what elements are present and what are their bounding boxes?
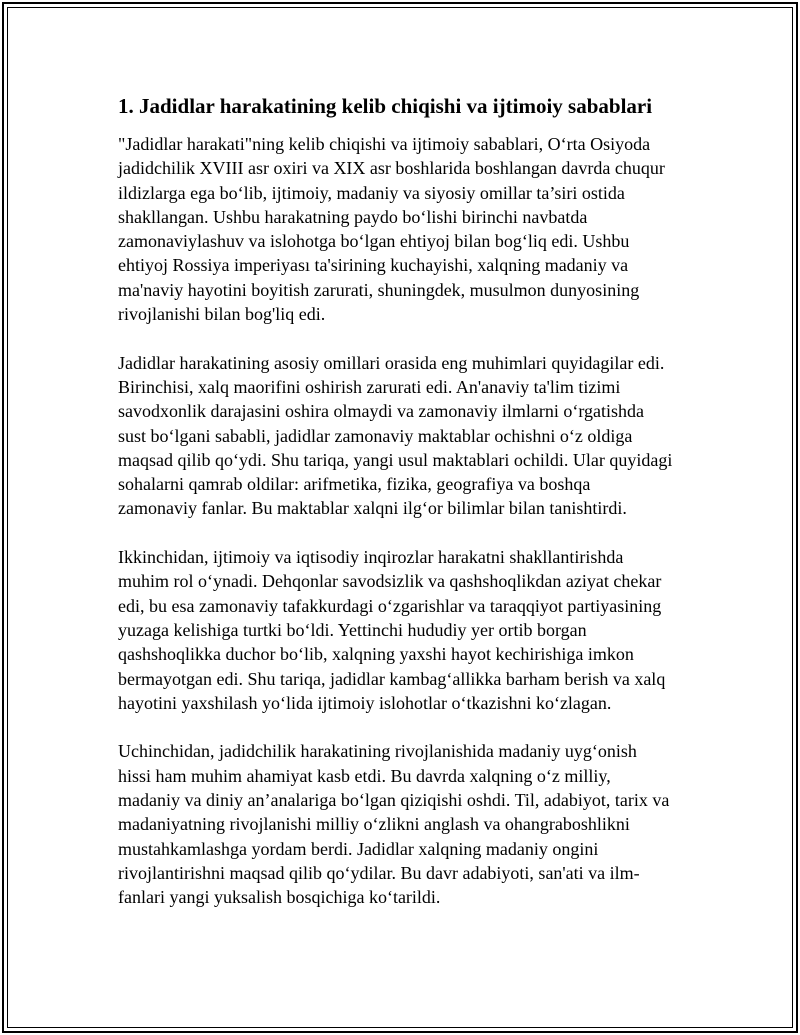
document-body [118, 93, 778, 934]
paragraph-cultural: Uchinchidan, jadidchilik harakatining rivojlanishida madaniy uyg‘onish hissi ham muhim ahamiyat kasb etdi. Bu davrda xalqning o‘z milliy, madaniy va diniy an’analariga bo‘lgan qiziqishi oshdi. Til, adabiyot, tarix va madaniyatning rivojlanishi milliy o‘zlikni anglash va ohangraboshlikni mustahkamlashga yordam berdi. Jadidlar xalqning madaniy ongini rivojlantirishni maqsad qilib qo‘ydilar. Bu davr adabiyoti, san'ati va ilm- fanlari yangi yuksalish bosqichiga ko‘tarildi. [118, 741, 670, 908]
section-heading: 1. Jadidlar harakatining kelib chiqishi va ijtimoiy sabablari [118, 94, 653, 118]
paragraph-education: Jadidlar harakatining asosiy omillari orasida eng muhimlari quyidagilar edi. Birinchisi, xalq maorifini oshirish zarurati edi. An'anaviy ta'lim tizimi savodxonlik darajasini oshira olmaydi va zamonaviy ilmlarni o‘rgatishda sust bo‘lgani sababli, jadidlar zamonaviy maktablar ochishni o‘z oldiga maqsad qilib qo‘ydi. Shu tariqa, yangi usul maktablari ochildi. Ular quyidagi sohalarni qamrab oldilar: arifmetika, fizika, geografiya va boshqa zamonaviy fanlar. Bu maktablar xalqni ilg‘or bilimlar bilan tanishtirdi. [118, 352, 673, 519]
paragraph-origins: "Jadidlar harakati"ning kelib chiqishi va ijtimoiy sabablari, O‘rta Osiyoda jadidchilik XVIII asr oxiri va XIX asr boshlarida boshlangan davrda chuqur ildizlarga ega bo‘lib, ijtimoiy, madaniy va siyosiy omillar ta’siri ostida shakllangan. Ushbu harakatning paydo bo‘lishi birinchi navbatda zamonaviylashuv va islohotga bo‘lgan ehtiyoj bilan bog‘liq edi. Ushbu ehtiyoj Rossiya imperiyası ta'sirining kuchayishi, xalqning madaniy va ma'naviy hayotini boyitish zarurati, shuningdek, musulmon dunyosining rivojlanishi bilan bog'liq edi. [118, 134, 665, 325]
paragraph-socioeconomic: Ikkinchidan, ijtimoiy va iqtisodiy inqirozlar harakatni shakllantirishda muhim rol o‘ynadi. Dehqonlar savodsizlik va qashshoqlikdan aziyat chekar edi, bu esa zamonaviy tafakkurdagi o‘zgarishlar va taraqqiyot partiyasining yuzaga kelishiga turtki bo‘ldi. Yettinchi hududiy yer ortib borgan qashshoqlikka duchor bo‘lib, xalqning yaxshi hayot kechirishiga imkon bermayotgan edi. Shu tariqa, jadidlar kambag‘allikka barham berish va xalq hayotini yaxshilash yo‘lida ijtimoiy islohotlar o‘tkazishni ko‘zlagan. [118, 547, 666, 713]
